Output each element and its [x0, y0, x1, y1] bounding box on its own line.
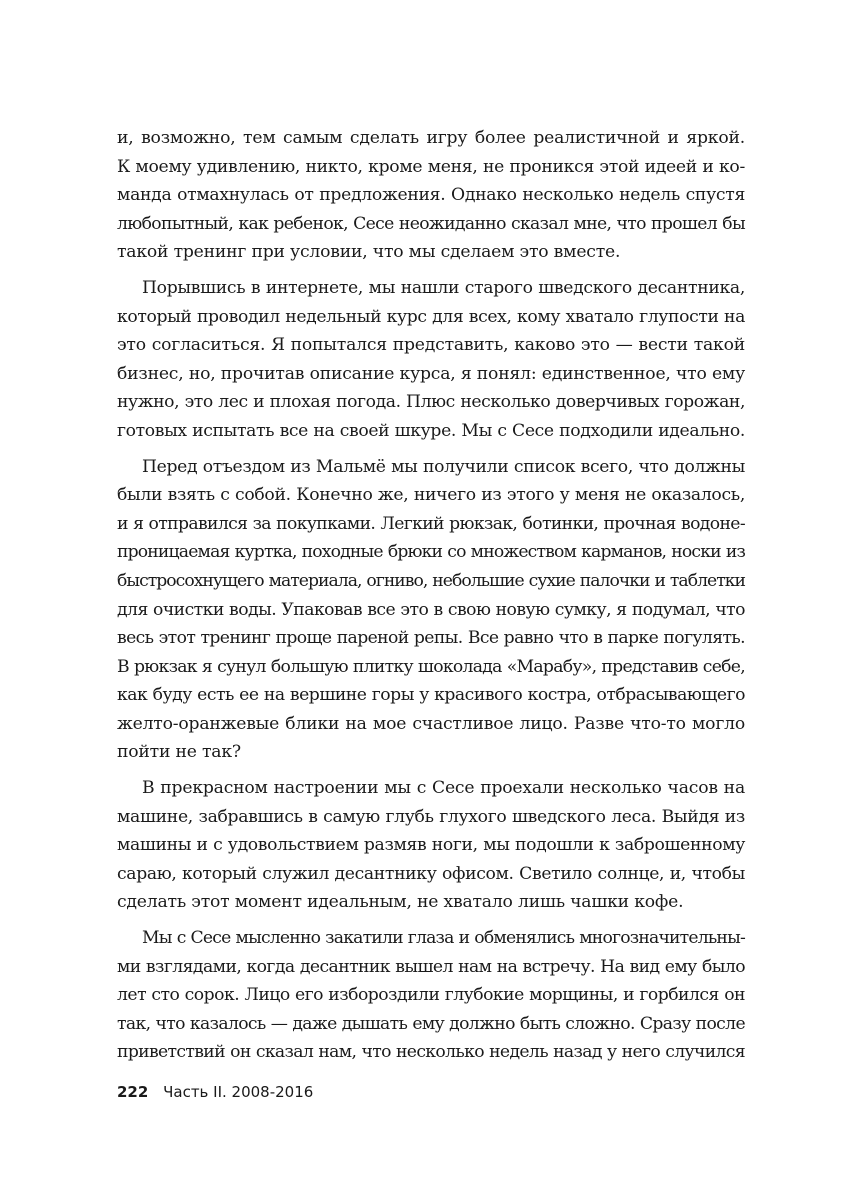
text-line: проницаемая куртка, походные брюки со множеством карманов, носки из: [117, 542, 745, 563]
text-line: приветствий он сказал нам, что несколько недель назад у него случился: [117, 1042, 745, 1063]
text-line: Порывшись в интернете, мы нашли старого шведского десантника,: [142, 277, 745, 298]
text-line: который проводил недельный курс для всех, кому хватало глупости на: [117, 306, 745, 327]
text-line: были взять с собой. Конечно же, ничего из этого у меня не оказалось,: [117, 485, 745, 506]
text-line: весь этот тренинг проще пареной репы. Все равно что в парке погулять.: [117, 628, 745, 649]
page-footer: [117, 1083, 313, 1101]
text-line: манда отмахнулась от предложения. Однако несколько недель спустя: [117, 185, 745, 206]
text-line: как буду есть ее на вершине горы у красивого костра, отбрасывающего: [117, 685, 745, 706]
text-line: это согласиться. Я попытался представить, каково это — вести такой: [117, 335, 745, 356]
page-number: 222: [117, 1083, 149, 1101]
text-line: так, что казалось — даже дышать ему должно быть сложно. Сразу после: [117, 1013, 745, 1034]
text-line: лет сто сорок. Лицо его избороздили глубокие морщины, и горбился он: [117, 985, 745, 1006]
text-line: ми взглядами, когда десантник вышел нам на встречу. На вид ему было: [117, 956, 745, 977]
text-line: любопытный, как ребенок, Сесе неожиданно сказал мне, что прошел бы: [117, 213, 745, 234]
text-line: и, возможно, тем самым сделать игру более реалистичной и яркой.: [117, 128, 745, 148]
text-line: машине, забравшись в самую глубь глухого шведского леса. Выйдя из: [117, 806, 745, 827]
text-line: пойти не так?: [117, 742, 241, 763]
text-line: для очистки воды. Упаковав все это в свою новую сумку, я подумал, что: [117, 599, 745, 620]
text-line: готовых испытать все на своей шкуре. Мы с Сесе подходили идеально.: [117, 420, 745, 441]
text-line: быстросохнущего материала, огниво, небольшие сухие палочки и таблетки: [117, 570, 745, 591]
text-line: нужно, это лес и плохая погода. Плюс несколько доверчивых горожан,: [117, 392, 745, 413]
text-line: Перед отъездом из Мальмё мы получили список всего, что должны: [142, 456, 745, 477]
text-line: машины и с удовольствием размяв ноги, мы подошли к заброшенному: [117, 835, 745, 856]
text-line: К моему удивлению, никто, кроме меня, не проникся этой идеей и ко-: [117, 156, 745, 177]
text-line: и я отправился за покупками. Легкий рюкзак, ботинки, прочная водоне-: [117, 513, 745, 534]
text-line: желто-оранжевые блики на мое счастливое лицо. Разве что-то могло: [117, 713, 745, 734]
body-text: [117, 124, 745, 1067]
text-line: В прекрасном настроении мы с Сесе проехали несколько часов на: [142, 778, 745, 799]
text-line: Мы с Сесе мысленно закатили глаза и обменялись многозначительны-: [142, 928, 745, 949]
text-line: бизнес, но, прочитав описание курса, я понял: единственное, что ему: [117, 363, 745, 384]
text-line: сделать этот момент идеальным, не хватало лишь чашки кофе.: [117, 892, 684, 913]
text-line: такой тренинг при условии, что мы сделаем это вместе.: [117, 242, 621, 263]
running-title: Часть II. 2008-2016: [163, 1083, 314, 1101]
text-line: В рюкзак я сунул большую плитку шоколада «Марабу», представив себе,: [117, 656, 745, 677]
text-line: сараю, который служил десантнику офисом. Светило солнце, и, чтобы: [117, 863, 745, 884]
